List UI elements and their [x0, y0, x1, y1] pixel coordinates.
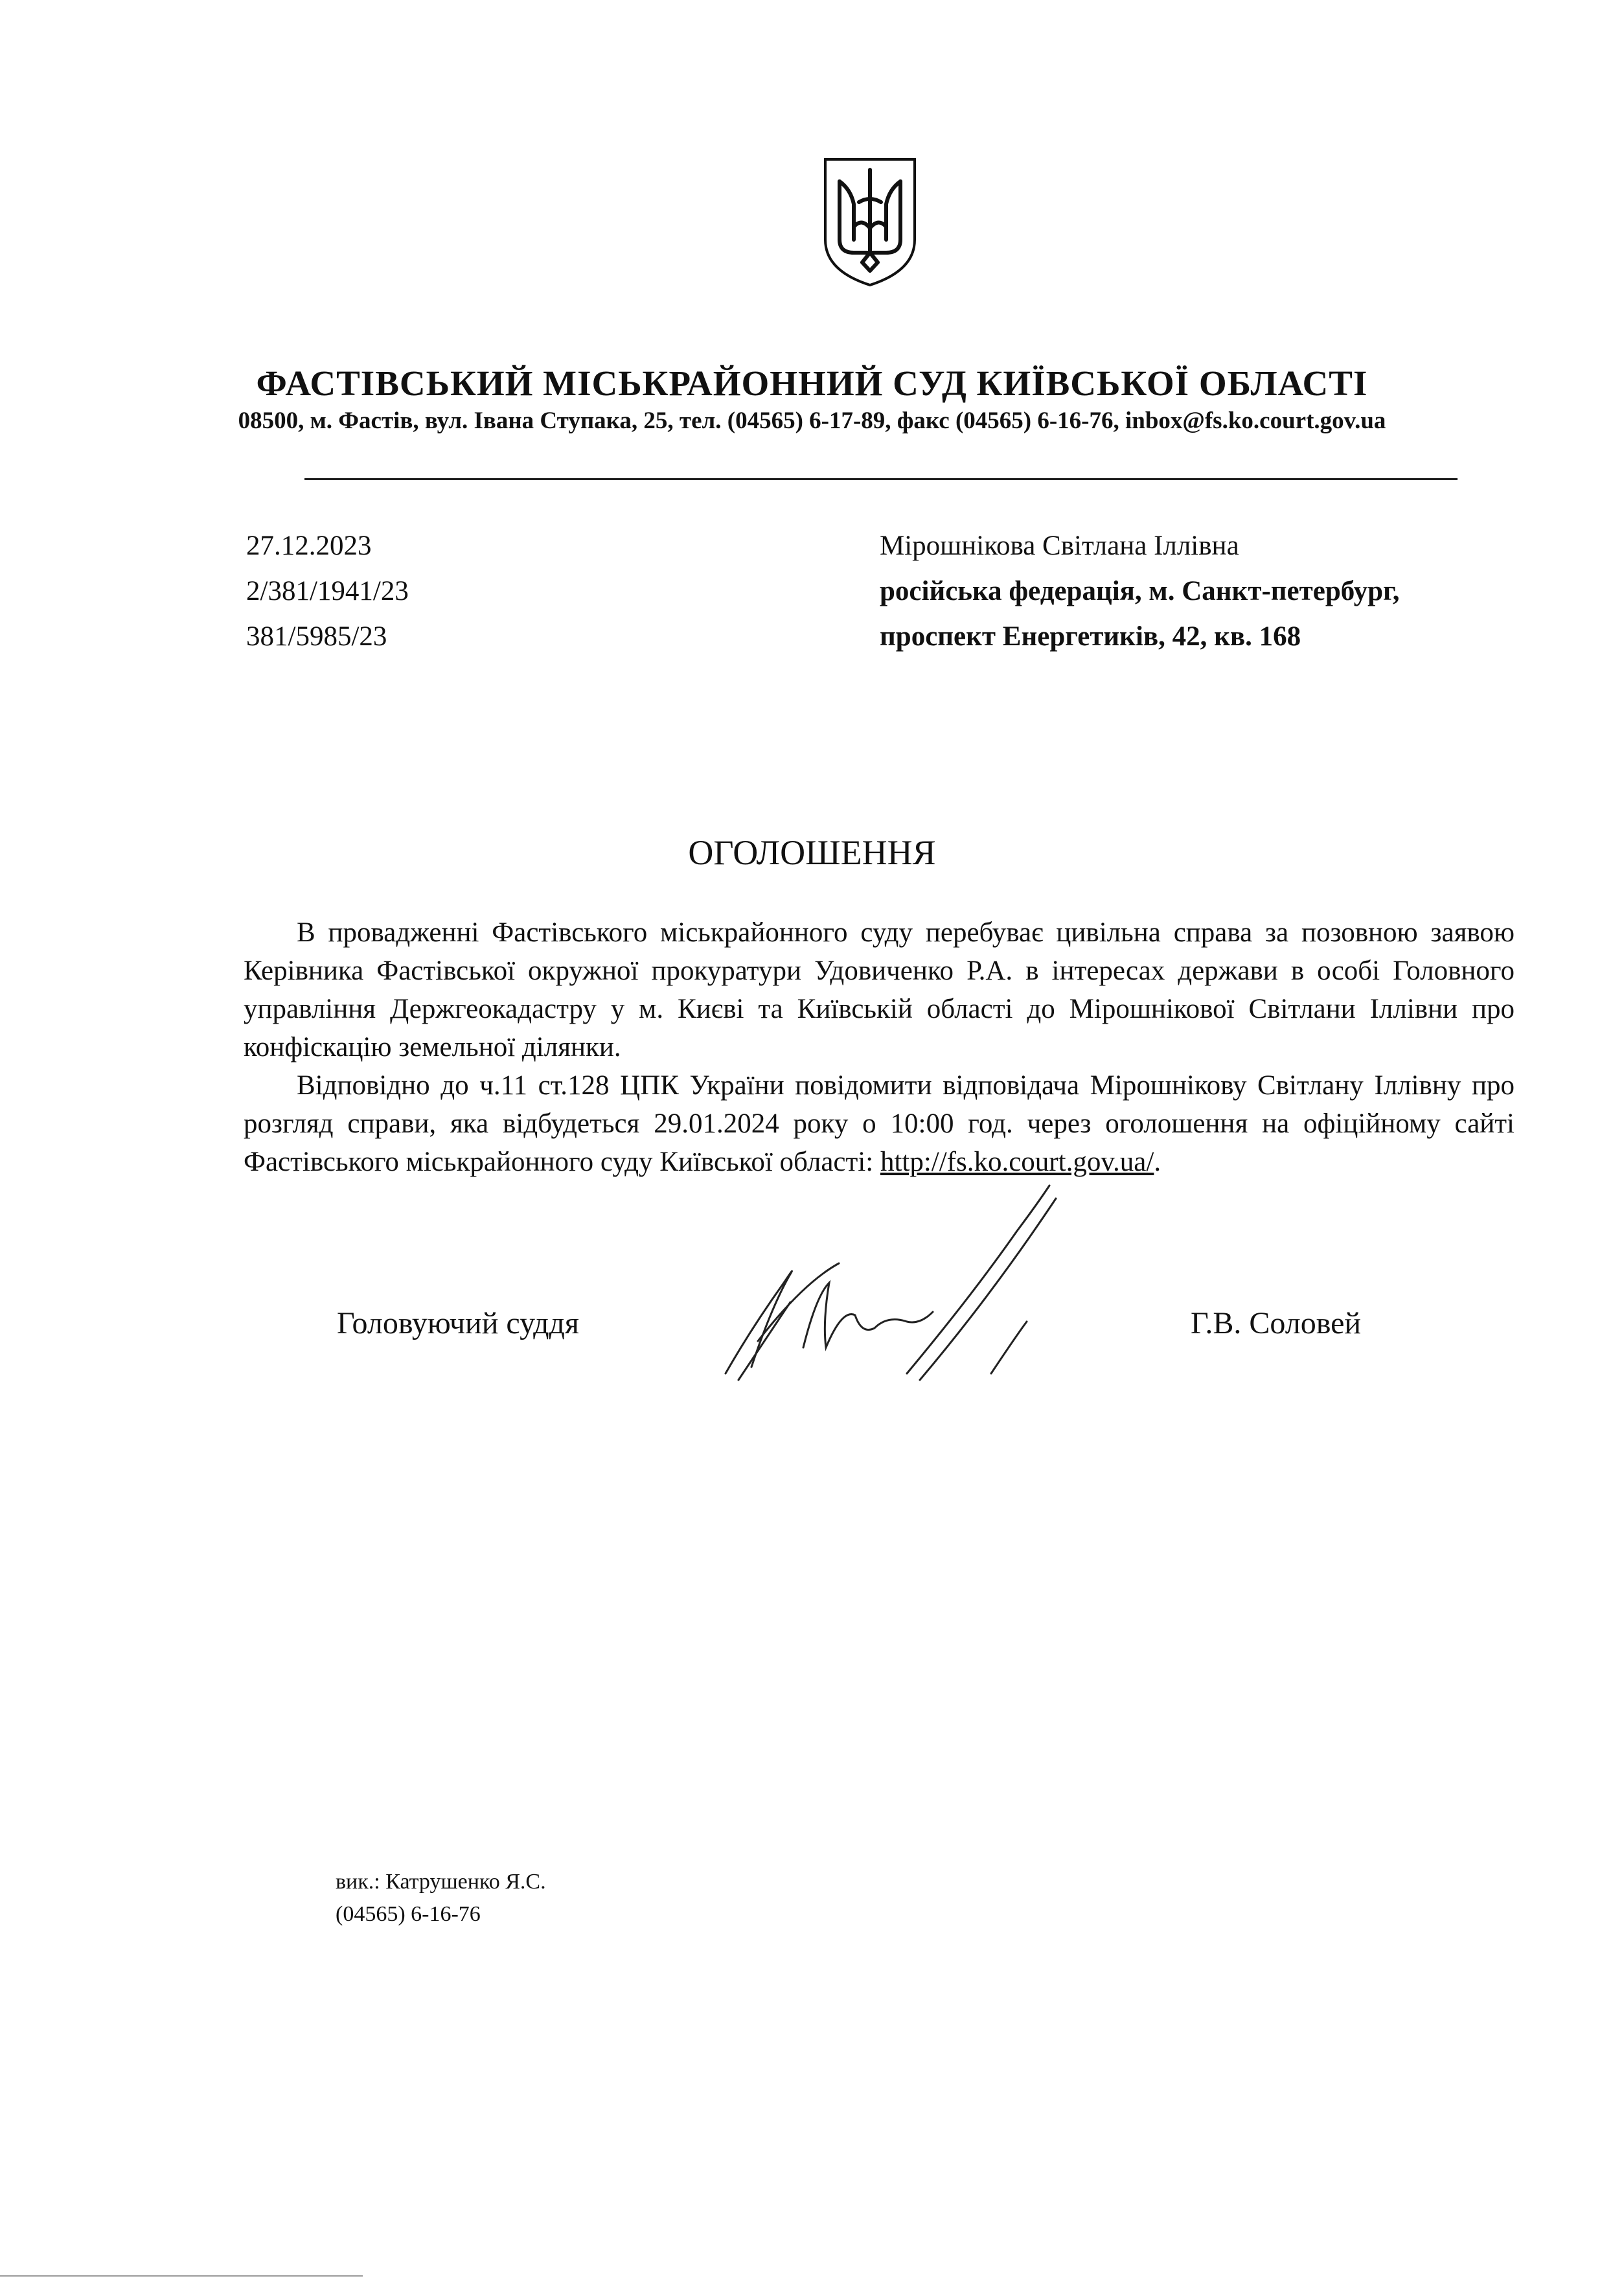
- body-paragraph-2: [244, 1066, 1515, 1181]
- case-number: 2/381/1941/23: [246, 576, 409, 606]
- judge-role: Головуючий суддя: [337, 1306, 579, 1340]
- court-address: 08500, м. Фастів, вул. Івана Ступака, 25, тел. (04565) 6-17-89, факс (04565) 6-16-76, inbox@fs.ko.court.gov.ua: [238, 408, 1386, 434]
- reference-number: 381/5985/23: [246, 621, 387, 652]
- recipient-address-line-1: російська федерація, м. Санкт-петербург,: [880, 576, 1400, 606]
- executor-block: [336, 1866, 546, 1931]
- document-date: 27.12.2023: [246, 531, 372, 561]
- court-website-link[interactable]: http://fs.ko.court.gov.ua/: [880, 1147, 1154, 1177]
- body-paragraph-2-text: Відповідно до ч.11 ст.128 ЦПК України повідомити відповідача Мірошнікову Світлану Іллівну про розгляд справи, яка відбудеться 29.01.2024 року о 10:00 год. через оголошення на офіційному сайті Фастівського міськрайонного суду Київської області:: [244, 1070, 1515, 1177]
- body-paragraph-1: В провадженні Фастівського міськрайонного суду перебуває цивільна справа за позовною заявою Керівника Фастівської окружної прокуратури Удовиченко Р.А. в інтересах держави в особі Головного управління Держгеокадастру у м. Києві та Київській області до Мірошнікової Світлани Іллівни про конфіскацію земельної ділянки.: [244, 917, 1515, 1062]
- executor-name: вик.: Катрушенко Я.С.: [336, 1870, 546, 1894]
- document-meta: [246, 523, 409, 660]
- judge-name: Г.В. Соловей: [1191, 1306, 1362, 1340]
- announcement-title: ОГОЛОШЕННЯ: [688, 833, 936, 872]
- handwritten-signature: [713, 1179, 1075, 1393]
- recipient-address-line-2: проспект Енергетиків, 42, кв. 168: [880, 621, 1301, 652]
- ukraine-trident-icon: [821, 155, 919, 288]
- recipient-block: [880, 523, 1399, 660]
- recipient-name: Мірошнікова Світлана Іллівна: [880, 531, 1239, 561]
- court-name: ФАСТІВСЬКИЙ МІСЬКРАЙОННИЙ СУД КИЇВСЬКОЇ ОБЛАСТІ: [256, 363, 1368, 403]
- scan-edge-line: [0, 2275, 363, 2277]
- executor-phone: (04565) 6-16-76: [336, 1902, 481, 1926]
- header-divider: [304, 478, 1458, 480]
- announcement-body: [244, 913, 1515, 1181]
- url-suffix: .: [1154, 1147, 1161, 1177]
